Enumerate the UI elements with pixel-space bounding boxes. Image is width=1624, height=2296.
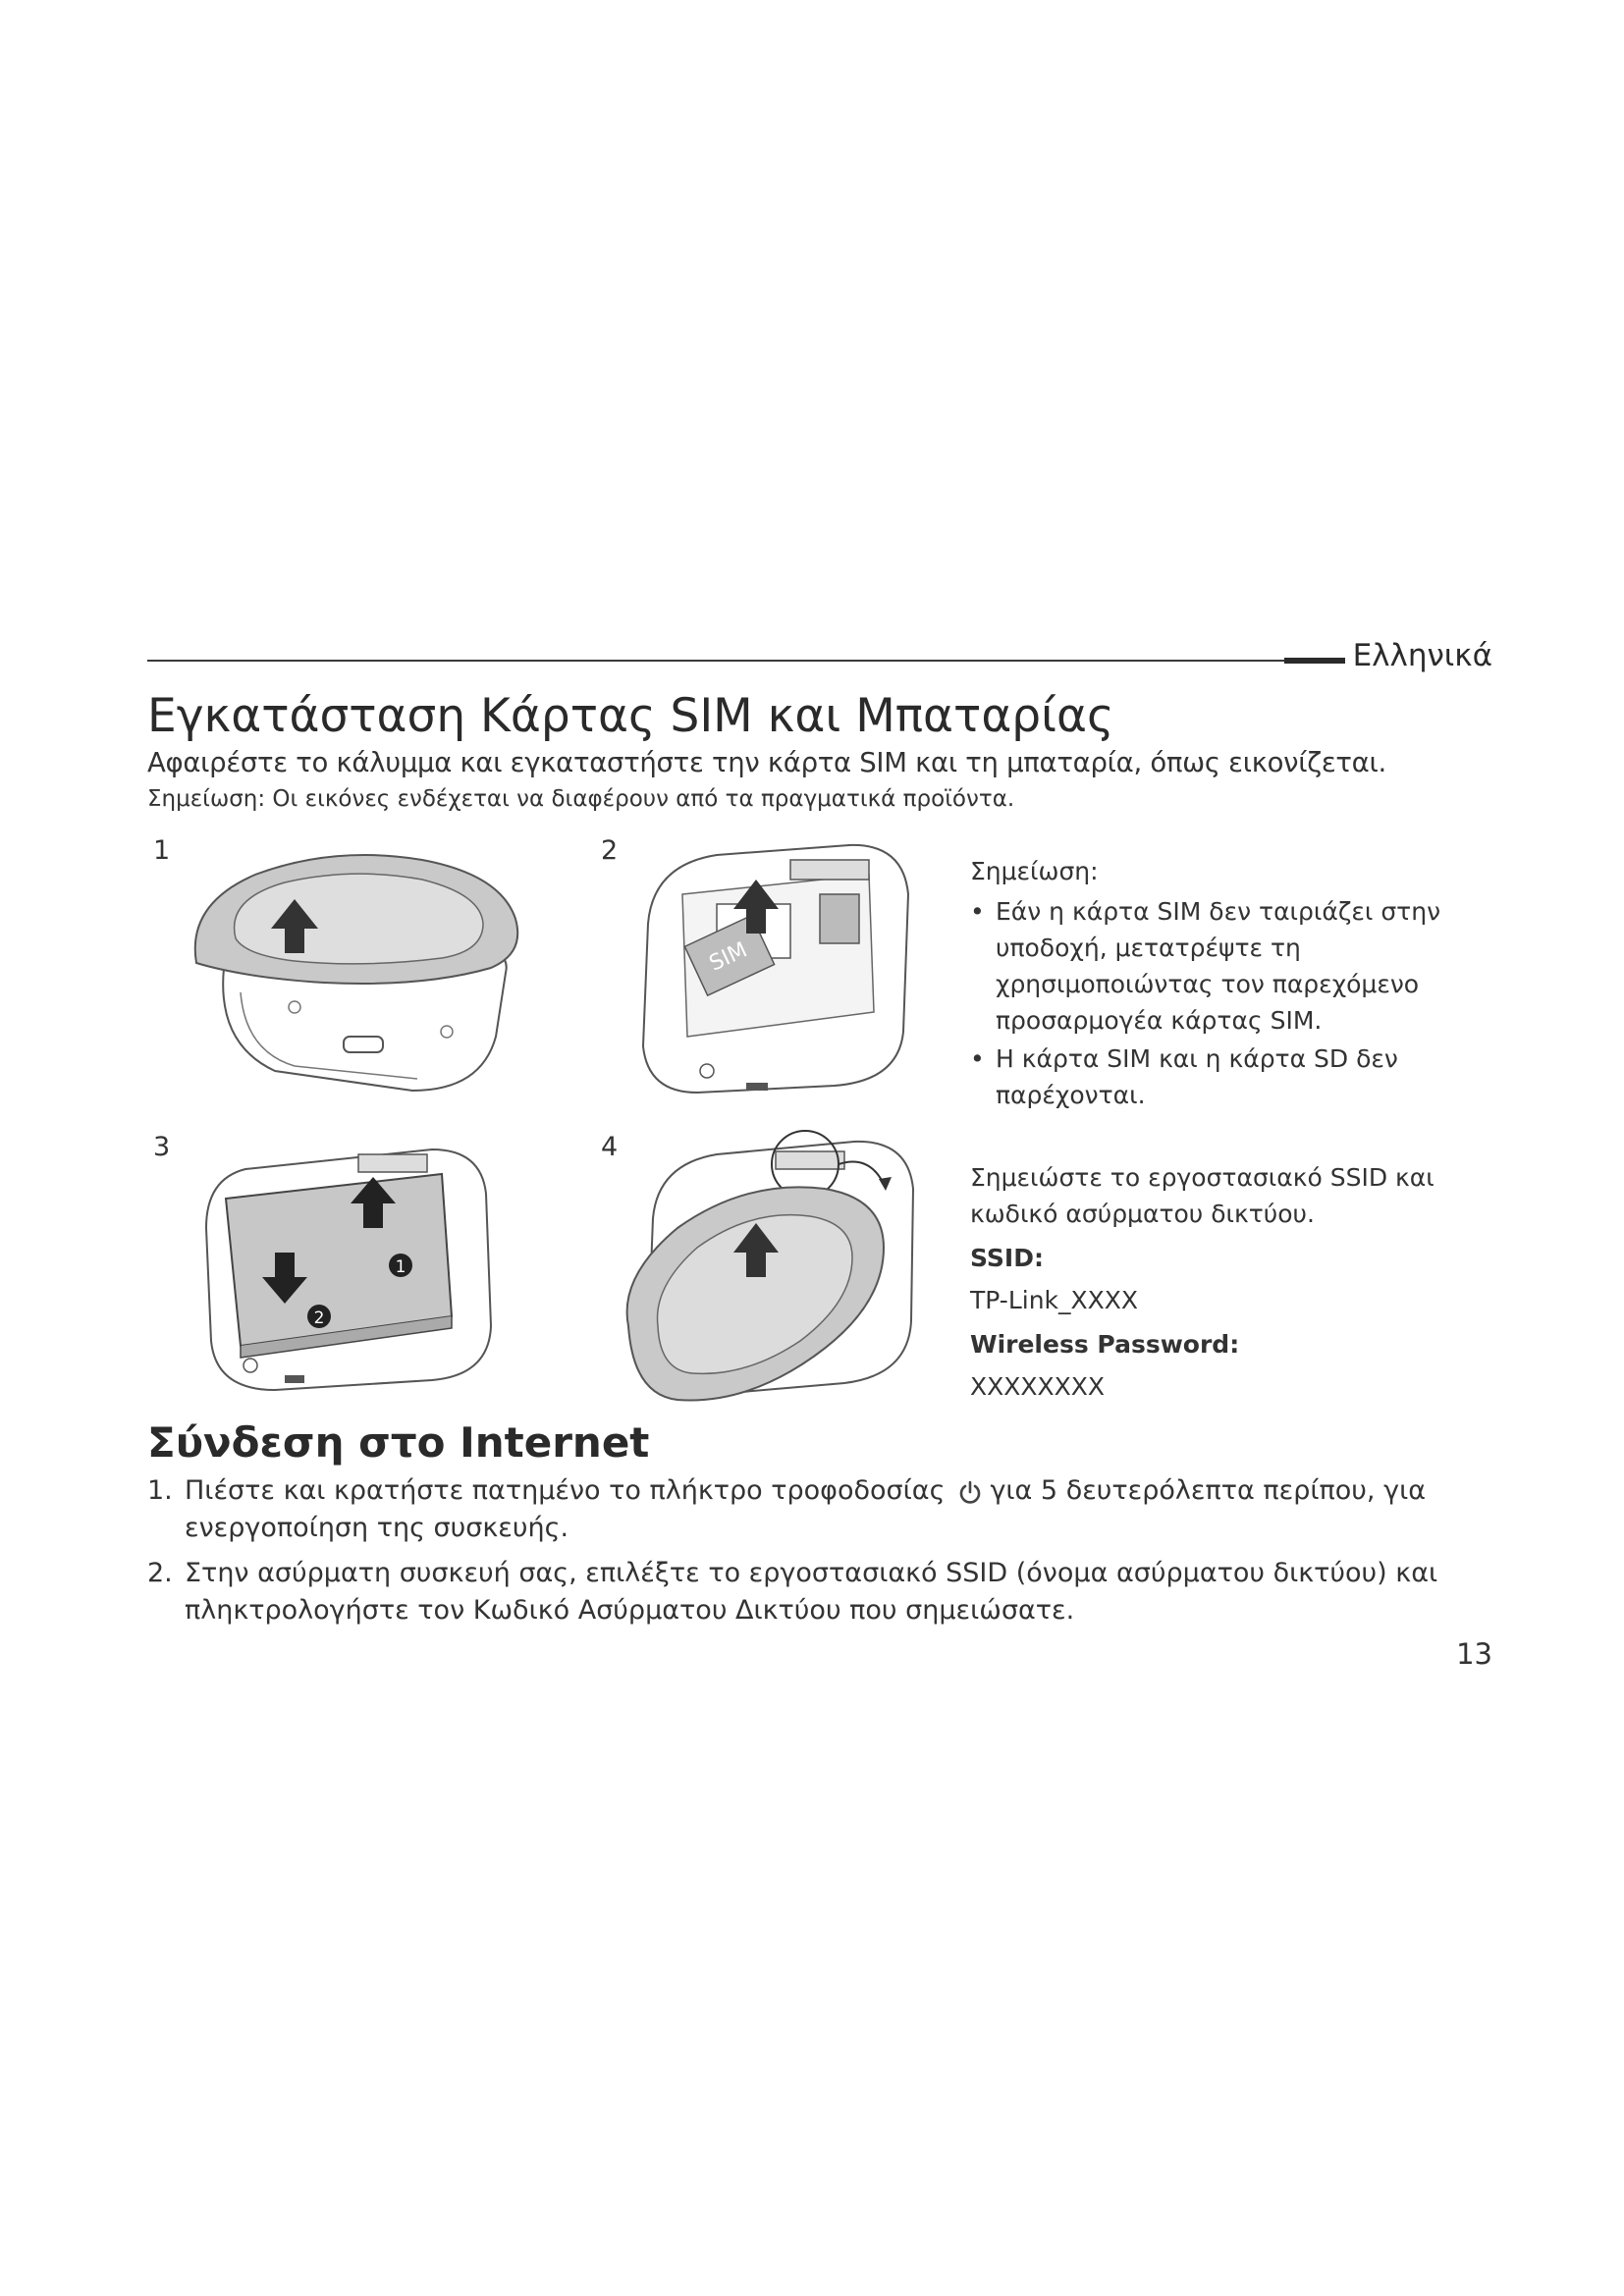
- note-text: Οι εικόνες ενδέχεται να διαφέρουν από τα πραγματικά προϊόντα.: [265, 786, 1015, 812]
- header-rule: [147, 660, 1345, 662]
- step-badge-1-text: 1: [395, 1257, 406, 1277]
- sim-card-label: SIM: [705, 937, 751, 977]
- figure-insert-sim: [609, 835, 933, 1100]
- ssid-note: [970, 1159, 1500, 1411]
- section-title-install: Εγκατάσταση Κάρτας SIM και Μπαταρίας: [147, 689, 1114, 743]
- step-item: [147, 1555, 1492, 1629]
- note-label: Σημείωση:: [147, 786, 266, 812]
- side-note-list: [970, 893, 1500, 1113]
- ssid-label: SSID:: [970, 1244, 1044, 1272]
- intro-text: Αφαιρέστε το κάλυμμα και εγκαταστήστε την κάρτα SIM και τη μπαταρία, όπως εικονίζεται.: [147, 747, 1386, 778]
- language-tab: Ελληνικά: [1352, 638, 1492, 673]
- section-title-internet: Σύνδεση στο Internet: [147, 1418, 650, 1467]
- step-text: για 5 δευτερόλεπτα περίπου, για ενεργοποίηση της συσκευής.: [185, 1475, 1426, 1543]
- header-rule-tab: [1284, 658, 1345, 664]
- figure-label-2: 2: [601, 835, 619, 866]
- figure-insert-battery: [167, 1140, 540, 1395]
- side-note-heading: Σημείωση:: [970, 857, 1099, 885]
- figure-remove-cover: [167, 845, 540, 1100]
- side-note-item: • Εάν η κάρτα SIM δεν ταιριάζει στην υποδοχή, μετατρέψτε τη χρησιμοποιώντας τον παρεχόμενο προσαρμογέα κάρτας SIM.: [970, 893, 1500, 1039]
- step-text: Πιέστε και κρατήστε πατημένο το πλήκτρο τροφοδοσίας: [185, 1475, 946, 1506]
- language-header: [147, 628, 1492, 671]
- sim-side-note: [970, 853, 1500, 1115]
- step-number: 2.: [147, 1558, 173, 1588]
- step-number: 1.: [147, 1475, 173, 1506]
- ssid-value: TP-Link_XXXX: [970, 1286, 1139, 1314]
- illustrations: [147, 826, 1492, 1415]
- page-content: [147, 628, 1492, 1671]
- side-note-item: • Η κάρτα SIM και η κάρτα SD δεν παρέχονται.: [970, 1041, 1500, 1113]
- figure-label-3: 3: [153, 1132, 171, 1162]
- password-value: XXXXXXXX: [970, 1372, 1106, 1401]
- password-label: Wireless Password:: [970, 1330, 1240, 1359]
- step-item: [147, 1472, 1492, 1547]
- figure-replace-cover: [599, 1130, 952, 1415]
- page-number: 13: [1456, 1637, 1492, 1671]
- figure-label-4: 4: [601, 1132, 619, 1162]
- internet-steps: [147, 1472, 1492, 1629]
- power-icon: [956, 1478, 984, 1506]
- ssid-note-text: Σημειώστε το εργοστασιακό SSID και κωδικό ασύρματου δικτύου.: [970, 1163, 1435, 1228]
- figure-label-1: 1: [153, 835, 171, 866]
- note-line: [147, 786, 1492, 812]
- step-text: Στην ασύρματη συσκευή σας, επιλέξτε το εργοστασιακό SSID (όνομα ασύρματου δικτύου) και πληκτρολογήστε τον Κωδικό Ασύρματου Δικτύου που σημειώσατε.: [185, 1558, 1438, 1626]
- step-badge-2-text: 2: [313, 1308, 325, 1328]
